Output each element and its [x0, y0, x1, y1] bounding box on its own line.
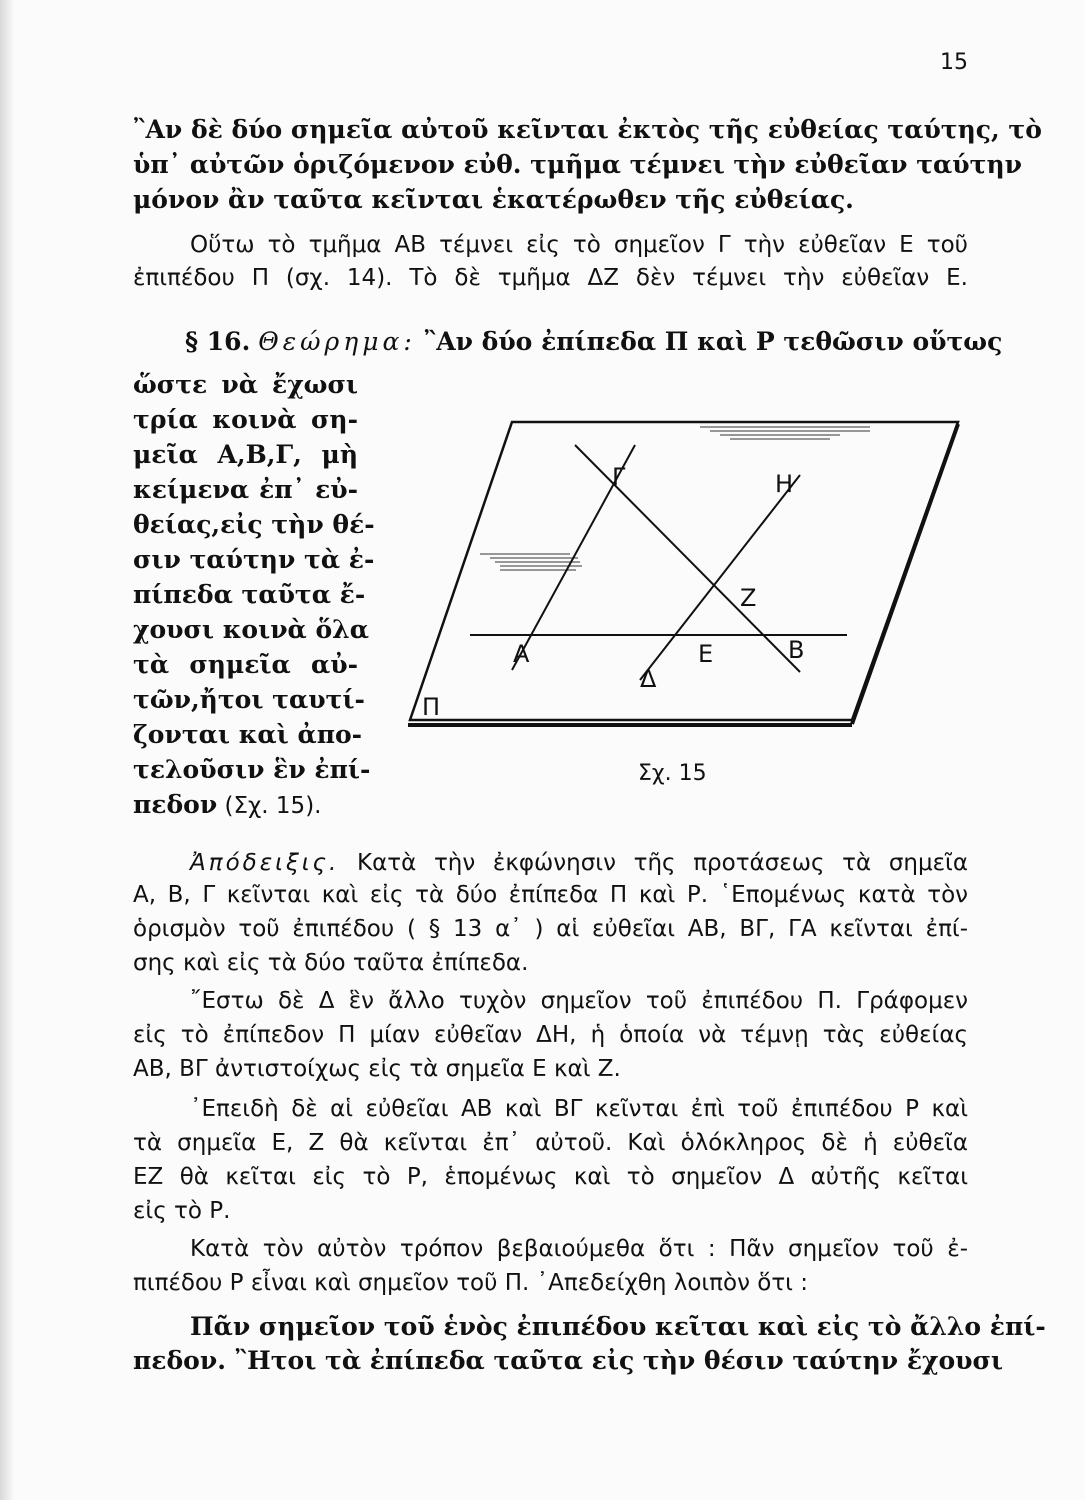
theorem-line: θείας,εἰς τὴν θέ- [133, 510, 375, 539]
para-kata-line: Κατὰ τὸν αὐτὸν τρόπον βεβαιούμεθα ὅτι : Πᾶν σημεῖον τοῦ ἐ- [190, 1236, 968, 1262]
para2-line: ἐπιπέδου Π (σχ. 14). Τὸ δὲ τμῆμα ΔΖ δὲν τέμνει τὴν εὐθεῖαν Ε. [133, 265, 968, 291]
para1-line: μόνον ἂν ταῦτα κεῖνται ἑκατέρωθεν τῆς εὐθείας. [133, 185, 854, 214]
figure-caption: Σχ. 15 [638, 761, 707, 786]
label-alpha: Α [513, 640, 530, 668]
label-beta: Β [788, 636, 805, 664]
theorem-line: πίπεδα ταῦτα ἔ- [133, 580, 366, 609]
para2-line: Οὕτω τὸ τμῆμα ΑΒ τέμνει εἰς τὸ σημεῖον Γ τὴν εὐθεῖαν Ε τοῦ [190, 232, 968, 258]
label-gamma: Γ [612, 463, 626, 491]
theorem-last-word: πεδον [133, 790, 218, 819]
proof-line: ὁρισμὸν τοῦ ἐπιπέδου ( § 13 α᾽ ) αἱ εὐθεῖαι ΑΒ, ΒΓ, ΓΑ κεῖνται ἐπί- [133, 916, 968, 942]
proof-line: Α, Β, Γ κεῖνται καὶ εἰς τὰ δύο ἐπίπεδα Π καὶ Ρ. ῾Επομένως κατὰ τὸν [133, 882, 968, 908]
label-pi: Π [422, 693, 441, 721]
label-epsilon: Ε [698, 640, 714, 668]
theorem-line: τῶν,ἤτοι ταυτί- [133, 685, 365, 714]
para-epeidi-line: ᾽Επειδὴ δὲ αἱ εὐθεῖαι ΑΒ καὶ ΒΓ κεῖνται ἐπὶ τοῦ ἐπιπέδου Ρ καὶ [190, 1096, 968, 1122]
conclusion-line: πεδον. ῍Ητοι τὰ ἐπίπεδα ταῦτα εἰς τὴν θέσιν ταύτην ἔχουσι [133, 1346, 1004, 1375]
para1-line: ῍Αν δὲ δύο σημεῖα αὐτοῦ κεῖνται ἐκτὸς τῆς εὐθείας ταύτης, τὸ [133, 115, 1042, 144]
plane-pi [408, 422, 958, 725]
theorem-line: ὥστε νὰ ἔχωσι [133, 370, 358, 399]
proof-first-line-text: Κατὰ τὴν ἐκφώνησιν τῆς προτάσεως τὰ σημεῖα [357, 850, 968, 876]
theorem-line: σιν ταύτην τὰ ἐ- [133, 545, 375, 574]
proof-first-line [190, 848, 968, 878]
conclusion-line: Πᾶν σημεῖον τοῦ ἑνὸς ἐπιπέδου κεῖται καὶ εἰς τὸ ἄλλο ἐπί- [190, 1312, 1046, 1341]
theorem-line: κείμενα ἐπ᾽ εὐ- [133, 475, 358, 504]
scan-edge-shadow [0, 0, 14, 1500]
para1-line: ὑπ᾽ αὐτῶν ὁριζόμενον εὐθ. τμῆμα τέμνει τὴν εὐθεῖαν ταύτην [133, 150, 1022, 179]
label-delta: Δ [640, 665, 657, 693]
page-number: 15 [940, 50, 968, 75]
proof-line: σης καὶ εἰς τὰ δύο ταῦτα ἐπίπεδα. [133, 950, 529, 976]
para-kata-line: πιπέδου Ρ εἶναι καὶ σημεῖον τοῦ Π. ᾽Απεδείχθη λοιπὸν ὅτι : [133, 1270, 809, 1296]
para-epeidi-line: ΕΖ θὰ κεῖται εἰς τὸ Ρ, ἑπομένως καὶ τὸ σημεῖον Δ αὐτῆς κεῖται [133, 1164, 968, 1190]
theorem-heading [185, 327, 1003, 357]
theorem-line: ζονται καὶ ἀπο- [133, 720, 363, 749]
figure-reference: (Σχ. 15). [224, 793, 322, 819]
theorem-line: τὰ σημεῖα αὐ- [133, 650, 358, 679]
theorem-line: μεῖα Α,Β,Γ, μὴ [133, 440, 358, 469]
label-zeta: Ζ [740, 584, 757, 612]
para-epeidi-line: εἰς τὸ Ρ. [133, 1198, 231, 1224]
label-eta: Η [775, 470, 794, 498]
figure-15 [400, 410, 975, 790]
proof-label: Ἀπόδειξις. [190, 850, 340, 876]
section-mark: § 16. [185, 327, 251, 356]
theorem-first-line: ῍Αν δύο ἐπίπεδα Π καὶ Ρ τεθῶσιν οὕτως [423, 327, 1003, 356]
theorem-line: χουσι κοινὰ ὅλα [133, 615, 369, 644]
para-esto-line: εἰς τὸ ἐπίπεδον Π μίαν εὐθεῖαν ΔΗ, ἡ ὁποία νὰ τέμνῃ τὰς εὐθείας [133, 1022, 968, 1048]
theorem-last-line [133, 790, 358, 821]
theorem-line: τελοῦσιν ἓν ἐπί- [133, 755, 371, 784]
line-gb [575, 445, 800, 672]
line-dh [640, 475, 800, 680]
para-epeidi-line: τὰ σημεῖα Ε, Ζ θὰ κεῖνται ἐπ᾽ αὐτοῦ. Καὶ ὁλόκληρος δὲ ἡ εὐθεῖα [133, 1130, 968, 1156]
theorem-line: τρία κοινὰ ση- [133, 405, 358, 434]
theorem-label: Θεώρημα: [258, 327, 416, 356]
hatching [480, 427, 870, 570]
para-esto-line: ῎Εστω δὲ Δ ἓν ἄλλο τυχὸν σημεῖον τοῦ ἐπιπέδου Π. Γράφομεν [190, 988, 968, 1014]
para-esto-line: ΑΒ, ΒΓ ἀντιστοίχως εἰς τὰ σημεῖα Ε καὶ Ζ. [133, 1056, 621, 1082]
